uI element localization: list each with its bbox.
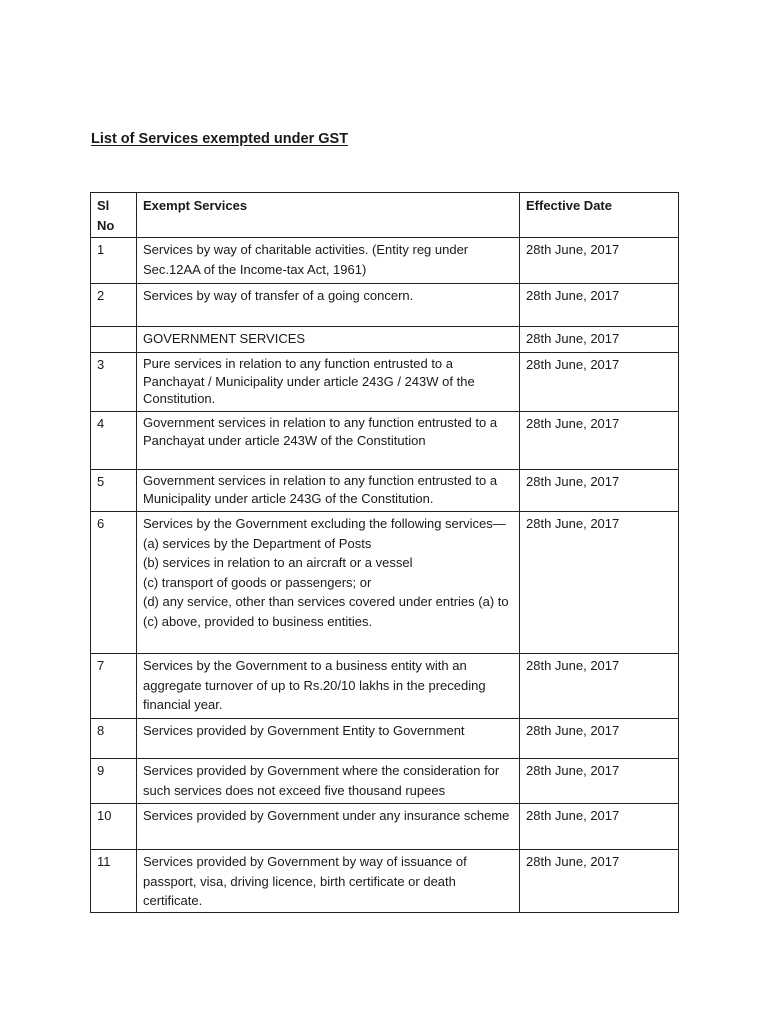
sl-no-cell: 1 xyxy=(91,238,137,284)
date-cell: 28th June, 2017 xyxy=(520,238,679,284)
service-cell: Services by the Government to a business entity with an aggregate turnover of up to Rs.20/10 lakhs in the preceding financial year. xyxy=(137,654,520,719)
sub-item: (c) transport of goods or passengers; or xyxy=(143,574,372,590)
sl-no-cell: 2 xyxy=(91,284,137,327)
sl-no-cell: 10 xyxy=(91,804,137,850)
service-cell xyxy=(137,512,520,654)
date-cell: 28th June, 2017 xyxy=(520,719,679,759)
table-row xyxy=(91,412,679,470)
sl-no-cell: 7 xyxy=(91,654,137,719)
sl-no-cell: 6 xyxy=(91,512,137,654)
sl-no-cell: 5 xyxy=(91,470,137,512)
sub-item: (d) any service, other than services covered under entries (a) to (c) above, provided to business entities. xyxy=(143,594,509,629)
table-row xyxy=(91,850,679,913)
service-cell: Services by way of charitable activities. (Entity reg under Sec.12AA of the Income-tax Act, 1961) xyxy=(137,238,520,284)
sl-no-cell: 8 xyxy=(91,719,137,759)
service-cell: Services provided by Government where the consideration for such services does not exceed five thousand rupees xyxy=(137,759,520,804)
date-cell: 28th June, 2017 xyxy=(520,654,679,719)
table-row xyxy=(91,759,679,804)
service-cell: Services provided by Government by way of issuance of passport, visa, driving licence, birth certificate or death certificate. xyxy=(137,850,520,913)
sub-item: (b) services in relation to an aircraft or a vessel xyxy=(143,555,413,570)
date-cell: 28th June, 2017 xyxy=(520,512,679,654)
sub-item: (a) services by the Department of Posts xyxy=(143,535,372,551)
sl-no-cell: 9 xyxy=(91,759,137,804)
table-row xyxy=(91,353,679,412)
date-cell: 28th June, 2017 xyxy=(520,759,679,804)
header-effective-date: Effective Date xyxy=(520,193,679,238)
table-row xyxy=(91,804,679,850)
header-exempt-services: Exempt Services xyxy=(137,193,520,238)
table-row xyxy=(91,719,679,759)
sl-no-cell: 11 xyxy=(91,850,137,913)
date-cell: 28th June, 2017 xyxy=(520,327,679,353)
table-row xyxy=(91,654,679,719)
table-row xyxy=(91,512,679,654)
service-intro-text: Services by the Government excluding the following services— xyxy=(143,516,506,531)
date-cell: 28th June, 2017 xyxy=(520,284,679,327)
date-cell: 28th June, 2017 xyxy=(520,470,679,512)
service-cell: Government services in relation to any function entrusted to a Municipality under article 243G of the Constitution. xyxy=(137,470,520,512)
service-cell: Services by way of transfer of a going concern. xyxy=(137,284,520,327)
sl-no-cell: 3 xyxy=(91,353,137,412)
table-row xyxy=(91,238,679,284)
service-cell: Services provided by Government Entity to Government xyxy=(137,719,520,759)
sl-no-cell: 4 xyxy=(91,412,137,470)
section-heading-cell: GOVERNMENT SERVICES xyxy=(137,327,520,353)
date-cell: 28th June, 2017 xyxy=(520,804,679,850)
exempt-services-table xyxy=(90,192,679,913)
document-title: List of Services exempted under GST xyxy=(91,131,349,147)
sl-no-cell xyxy=(91,327,137,353)
header-sl-no: Sl No xyxy=(91,193,137,238)
table-row xyxy=(91,327,679,353)
date-cell: 28th June, 2017 xyxy=(520,850,679,913)
service-cell: Pure services in relation to any function entrusted to a Panchayat / Municipality under article 243G / 243W of the Constitution. xyxy=(137,353,520,412)
date-cell: 28th June, 2017 xyxy=(520,353,679,412)
table-row xyxy=(91,470,679,512)
date-cell: 28th June, 2017 xyxy=(520,412,679,470)
table-header-row xyxy=(91,193,679,238)
service-cell: Services provided by Government under any insurance scheme xyxy=(137,804,520,850)
service-cell: Government services in relation to any function entrusted to a Panchayat under article 243W of the Constitution xyxy=(137,412,520,470)
table-row xyxy=(91,284,679,327)
